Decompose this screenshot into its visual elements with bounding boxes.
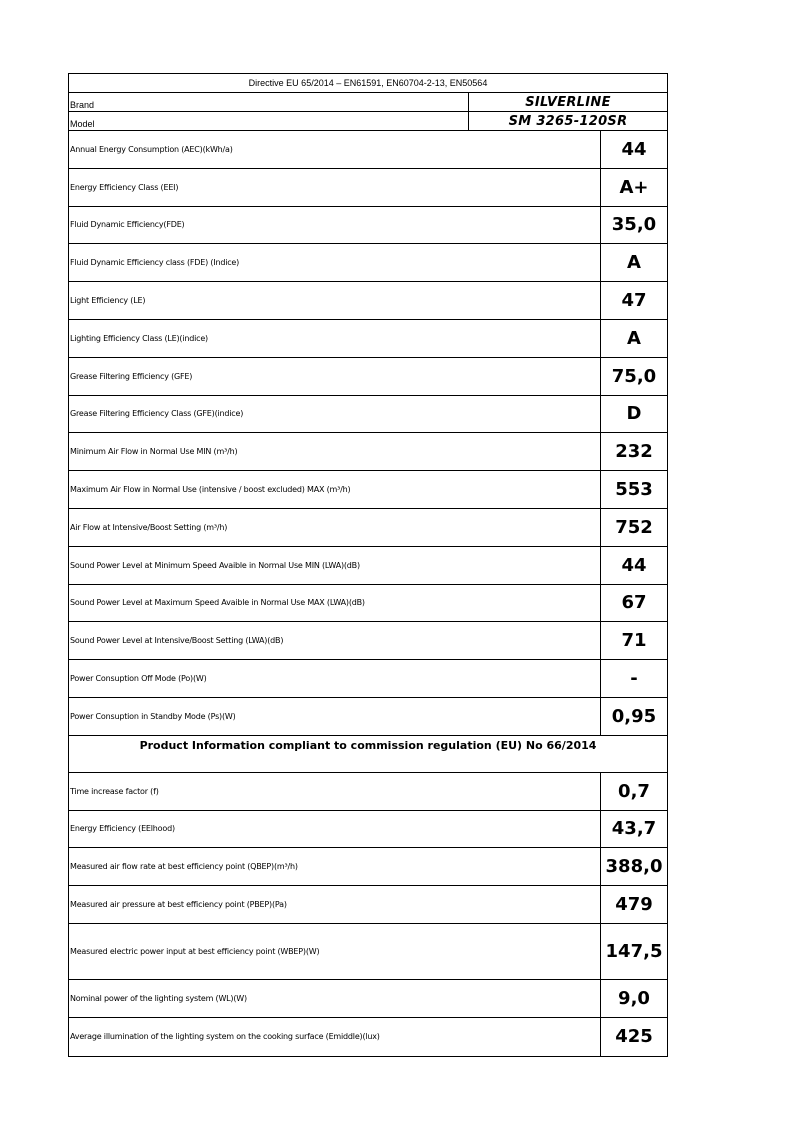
- row-label: Light Efficiency (LE): [69, 282, 601, 319]
- row-value: 75,0: [611, 365, 657, 387]
- directive-text: Directive EU 65/2014 – EN61591, EN60704-2-13, EN50564: [248, 78, 488, 88]
- row-label: Power Consuption in Standby Mode (Ps)(W): [69, 698, 601, 735]
- row-label: Sound Power Level at Maximum Speed Avaible in Normal Use MAX (LWA)(dB): [69, 585, 601, 622]
- model-value: SM 3265-120SR: [508, 113, 628, 129]
- row-label: Power Consuption Off Mode (Po)(W): [69, 660, 601, 697]
- table-row: [69, 848, 667, 886]
- table-row: [69, 660, 667, 698]
- row-value: 388,0: [605, 856, 663, 878]
- row-label: Time increase factor (f): [69, 773, 601, 810]
- row-value: 67: [621, 592, 647, 614]
- row-label: Energy Efficiency (EElhood): [69, 811, 601, 848]
- row-value: D: [626, 403, 642, 425]
- row-label: Grease Filtering Efficiency Class (GFE)(indice): [69, 396, 601, 433]
- table-row: [69, 282, 667, 320]
- row-value: 9,0: [618, 987, 650, 1009]
- row-label: Annual Energy Consumption (AEC)(kWh/a): [69, 131, 601, 168]
- table-row: [69, 622, 667, 660]
- section-title: Product Information compliant to commission regulation (EU) No 66/2014: [139, 738, 597, 752]
- table-row: [69, 433, 667, 471]
- row-value: 232: [615, 441, 653, 463]
- row-label: Measured air flow rate at best efficiency point (QBEP)(m³/h): [69, 848, 601, 885]
- table-row: [69, 244, 667, 282]
- row-label: Sound Power Level at Intensive/Boost Setting (LWA)(dB): [69, 622, 601, 659]
- row-label: Energy Efficiency Class (EEI): [69, 169, 601, 206]
- row-value: 479: [615, 894, 653, 916]
- brand-label: Brand: [69, 93, 469, 111]
- table-row: [69, 320, 667, 358]
- row-value: 553: [615, 479, 653, 501]
- row-label: Measured electric power input at best efficiency point (WBEP)(W): [69, 924, 601, 979]
- row-label: Measured air pressure at best efficiency point (PBEP)(Pa): [69, 886, 601, 923]
- row-value: 35,0: [611, 214, 657, 236]
- row-value: 147,5: [605, 940, 663, 962]
- brand-value: SILVERLINE: [525, 94, 611, 110]
- row-value: 71: [621, 630, 647, 652]
- table-row: [69, 585, 667, 623]
- row-value: 0,7: [618, 780, 650, 802]
- row-label: Fluid Dynamic Efficiency class (FDE) (Indice): [69, 244, 601, 281]
- table-row: [69, 509, 667, 547]
- row-value: 47: [621, 290, 647, 312]
- row-label: Nominal power of the lighting system (WL)(W): [69, 980, 601, 1017]
- table-row: [69, 471, 667, 509]
- table-row: [69, 358, 667, 396]
- row-value: 0,95: [611, 705, 657, 727]
- table-row: [69, 131, 667, 169]
- row-label: Grease Filtering Efficiency (GFE): [69, 358, 601, 395]
- row-value: 44: [621, 554, 647, 576]
- row-value: A: [627, 252, 641, 274]
- row-label: Lighting Efficiency Class (LE)(indice): [69, 320, 601, 357]
- table-row: [69, 207, 667, 245]
- row-value: -: [630, 668, 638, 690]
- row-value: A: [627, 327, 641, 349]
- product-fiche-table: [68, 73, 668, 1057]
- section-header: [69, 736, 667, 773]
- model-label: Model: [69, 112, 469, 130]
- row-value: 425: [615, 1026, 653, 1048]
- row-label: Average illumination of the lighting system on the cooking surface (Emiddle)(lux): [69, 1018, 601, 1056]
- row-label: Sound Power Level at Minimum Speed Avaible in Normal Use MIN (LWA)(dB): [69, 547, 601, 584]
- table-row: [69, 773, 667, 811]
- row-value: 752: [615, 516, 653, 538]
- row-label: Air Flow at Intensive/Boost Setting (m³/h): [69, 509, 601, 546]
- table-row: [69, 1018, 667, 1056]
- directive-row: [69, 74, 667, 93]
- model-row: [69, 112, 667, 131]
- table-row: [69, 980, 667, 1018]
- row-value: 44: [621, 138, 647, 160]
- table-row: [69, 698, 667, 736]
- table-row: [69, 924, 667, 980]
- table-row: [69, 886, 667, 924]
- row-label: Maximum Air Flow in Normal Use (intensive / boost excluded) MAX (m³/h): [69, 471, 601, 508]
- table-row: [69, 547, 667, 585]
- row-label: Minimum Air Flow in Normal Use MIN (m³/h): [69, 433, 601, 470]
- brand-row: [69, 93, 667, 112]
- table-row: [69, 169, 667, 207]
- row-value: A+: [619, 176, 649, 198]
- table-row: [69, 396, 667, 434]
- table-row: [69, 811, 667, 849]
- row-label: Fluid Dynamic Efficiency(FDE): [69, 207, 601, 244]
- row-value: 43,7: [611, 818, 657, 840]
